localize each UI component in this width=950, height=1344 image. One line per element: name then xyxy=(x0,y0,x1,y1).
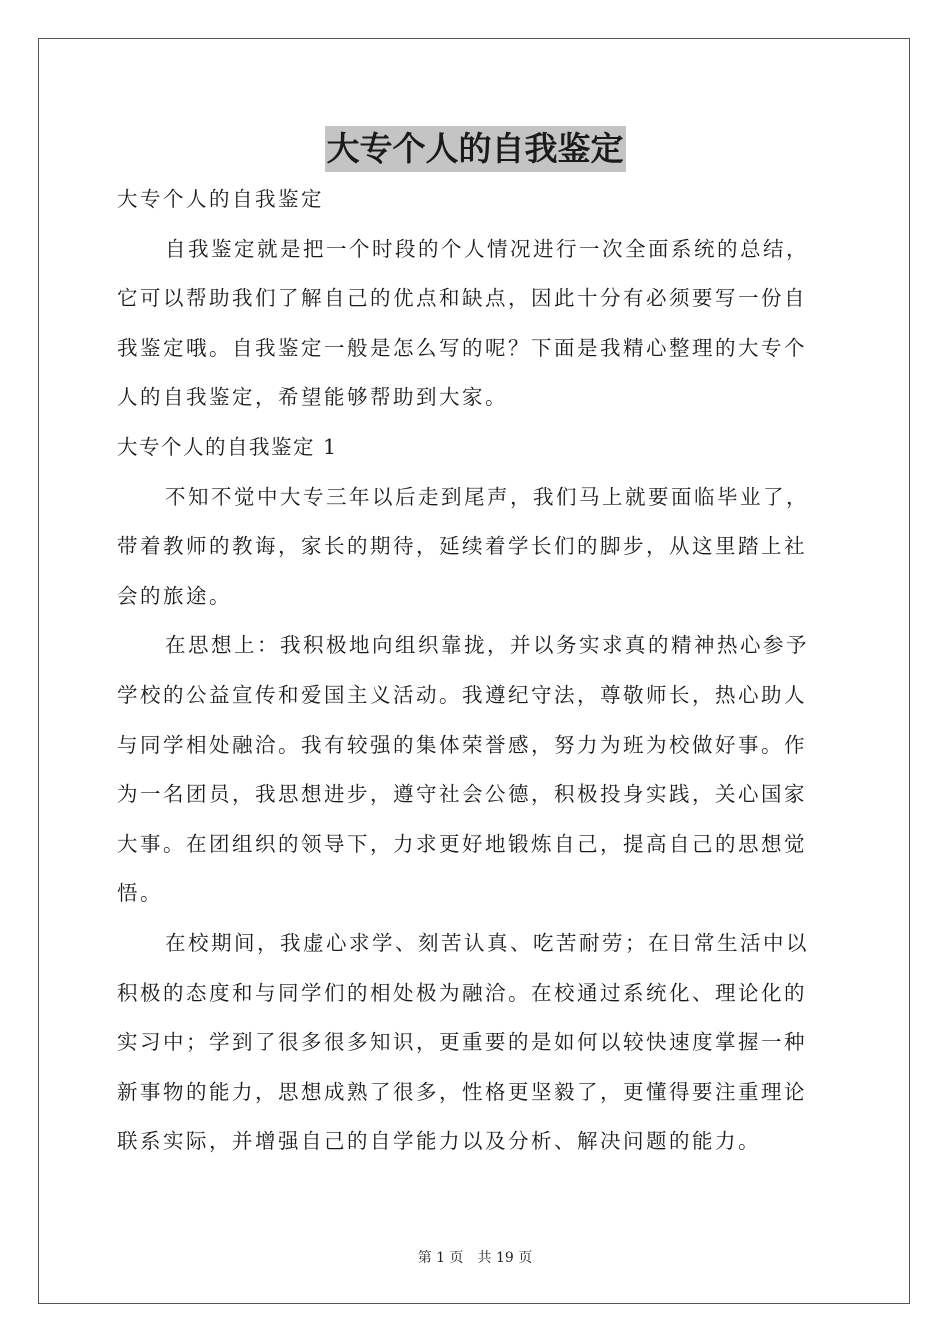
section-heading: 大专个人的自我鉴定 1 xyxy=(117,434,338,459)
paragraph-line: 实习中；学到了很多很多知识，更重要的是如何以较快速度掌握一种 xyxy=(117,1030,807,1055)
paragraph-line: 学校的公益宣传和爱国主义活动。我遵纪守法，尊敬师长，热心助人 xyxy=(117,682,807,707)
paragraph-line: 与同学相处融洽。我有较强的集体荣誉感，努力为班为校做好事。作 xyxy=(117,732,807,757)
document-title-text: 大专个人的自我鉴定 xyxy=(325,126,626,172)
paragraph-line: 它可以帮助我们了解自己的优点和缺点，因此十分有必须要写一份自 xyxy=(117,286,807,311)
paragraph-line: 不知不觉中大专三年以后走到尾声，我们马上就要面临毕业了， xyxy=(165,484,809,509)
paragraph-line: 联系实际，并增强自己的自学能力以及分析、解决问题的能力。 xyxy=(117,1129,761,1154)
document-title xyxy=(0,126,950,172)
document-body xyxy=(117,175,837,1167)
paragraph-line: 会的旅途。 xyxy=(117,583,232,608)
paragraph-line: 我鉴定哦。自我鉴定一般是怎么写的呢？下面是我精心整理的大专个 xyxy=(117,335,807,360)
paragraph-line: 为一名团员，我思想进步，遵守社会公德，积极投身实践，关心国家 xyxy=(117,782,807,807)
paragraph-line: 自我鉴定就是把一个时段的个人情况进行一次全面系统的总结， xyxy=(165,236,809,261)
paragraph-line: 人的自我鉴定，希望能够帮助到大家。 xyxy=(117,385,508,410)
paragraph-line: 积极的态度和与同学们的相处极为融洽。在校通过系统化、理论化的 xyxy=(117,980,807,1005)
paragraph-line: 在校期间，我虚心求学、刻苦认真、吃苦耐劳；在日常生活中以 xyxy=(165,930,809,955)
page-total: 共 19 页 xyxy=(477,1250,533,1266)
paragraph-line: 在思想上：我积极地向组织靠拢，并以务实求真的精神热心参予 xyxy=(165,633,809,658)
page-footer xyxy=(0,1247,950,1267)
section-heading: 大专个人的自我鉴定 xyxy=(117,187,324,211)
paragraph-line: 悟。 xyxy=(117,881,163,906)
page-number: 第 1 页 xyxy=(417,1250,464,1266)
paragraph-line: 新事物的能力，思想成熟了很多，性格更坚毅了，更懂得要注重理论 xyxy=(117,1079,807,1104)
paragraph-line: 大事。在团组织的领导下，力求更好地锻炼自己，提高自己的思想觉 xyxy=(117,831,807,856)
paragraph-line: 带着教师的教诲，家长的期待，延续着学长们的脚步，从这里踏上社 xyxy=(117,534,807,559)
